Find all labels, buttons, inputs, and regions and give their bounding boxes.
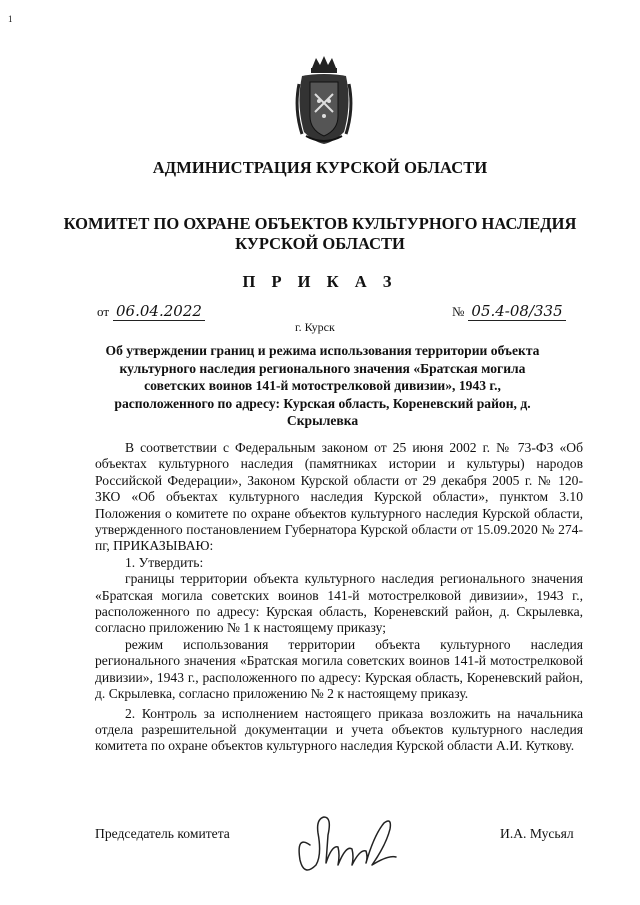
administration-heading: АДМИНИСТРАЦИЯ КУРСКОЙ ОБЛАСТИ (152, 158, 488, 177)
committee-heading (0, 214, 640, 254)
coat-of-arms-icon (294, 54, 354, 146)
date-prefix: от (97, 304, 110, 319)
date-value: 06.04.2022 (113, 302, 205, 321)
order-title: П Р И К А З (242, 272, 398, 291)
page-corner-mark: 1 (8, 14, 13, 24)
order-body (95, 440, 583, 755)
number-prefix: № (452, 304, 465, 319)
order-subject: Об утверждении границ и режима использования территории объекта культурного наследия регионального значения «Братская могила советских воинов 141-й мотострелковой дивизии», 1943 г., расположенного по адресу: Курская область, Кореневский район, д. Скрылевка (105, 343, 540, 428)
number-value: 05.4-08/335 (468, 302, 565, 321)
body-paragraph: режим использования территории объекта культурного наследия регионального значения «Братская могила советских воинов 141-й мотострелковой дивизии», 1943 г., расположенного по адресу: Курская область, Кореневский район, д. Скрылевка, согласно приложению № 2 к настоящему приказу. (95, 636, 583, 702)
handwritten-signature (288, 805, 403, 880)
order-date (97, 302, 205, 321)
signatory-name: И.А. Мусьял (500, 826, 574, 841)
body-paragraph: В соответствии с Федеральным законом от 25 июня 2002 г. № 73-ФЗ «Об объектах культурного наследия (памятниках истории и культуры) народов Российской Федерации», Законом Курской области от 29 декабря 2005 г. № 120-ЗКО «Об объектах культурного наследия Курской области», пунктом 3.10 Положения о комитете по охране объектов культурного наследия Курской области, утвержденного постановлением Губернатора Курской области от 15.09.2020 № 274-пг, ПРИКАЗЫВАЮ: (95, 440, 583, 554)
committee-heading-line1: КОМИТЕТ ПО ОХРАНЕ ОБЪЕКТОВ КУЛЬТУРНОГО НАСЛЕДИЯ (63, 214, 577, 233)
city-label: г. Курск (295, 320, 335, 334)
signatory-position: Председатель комитета (95, 826, 230, 841)
order-number (452, 302, 566, 321)
body-paragraph: границы территории объекта культурного наследия регионального значения «Братская могила советских воинов 141-й мотострелковой дивизии», 1943 г., расположенного по адресу: Курская область, Кореневский район, д. Скрылевка, согласно приложению № 1 к настоящему приказу; (95, 571, 583, 636)
committee-heading-line2: КУРСКОЙ ОБЛАСТИ (235, 234, 405, 253)
body-paragraph: 2. Контроль за исполнением настоящего приказа возложить на начальника отдела разрешительной документации и учета объектов культурного наследия комитета по охране объектов культурного наследия Курской области А.И. Куткову. (95, 705, 583, 754)
body-paragraph: 1. Утвердить: (125, 554, 204, 570)
